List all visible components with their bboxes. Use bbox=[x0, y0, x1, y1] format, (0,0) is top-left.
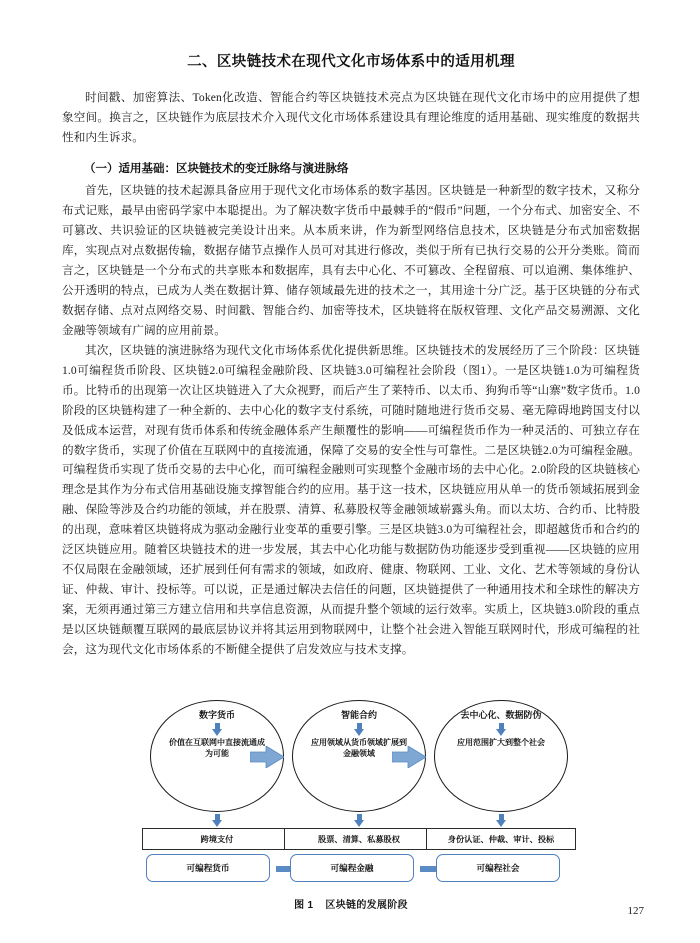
figure-caption-text: 区块链的发展阶段 bbox=[325, 900, 408, 911]
stage-3-detail: 应用范围扩大到整个社会 bbox=[457, 738, 545, 748]
down-arrow-icon bbox=[354, 814, 365, 827]
down-arrow-icon bbox=[354, 723, 365, 736]
page-number: 127 bbox=[627, 905, 644, 917]
down-arrow-icon bbox=[212, 723, 223, 736]
intro-paragraph: 时间戳、加密算法、Token化改造、智能合约等区块链技术亮点为区块链在现代文化市场中的应用提供了想象空间。换言之，区块链作为底层技术介入现代文化市场体系建设具有理论维度的适用基础、现实维度的数据共性和内生诉求。 bbox=[62, 90, 640, 144]
stage-1-detail: 价值在互联网中直接流通成为可能 bbox=[169, 738, 265, 758]
stage-1-head: 数字货币 bbox=[198, 710, 235, 720]
stage-3-outcome: 身份认证、仲裁、审计、投标 bbox=[426, 828, 576, 850]
stage-1-outcome: 跨境支付 bbox=[142, 828, 292, 850]
chevron-right-icon bbox=[392, 746, 426, 768]
figure-stage-1 bbox=[142, 700, 294, 868]
chevron-right-icon bbox=[250, 746, 284, 768]
figure-stage-3 bbox=[426, 700, 578, 868]
down-arrow-icon bbox=[496, 723, 507, 736]
down-arrow-icon bbox=[496, 814, 507, 827]
page-title: 二、区块链技术在现代文化市场体系中的适用机理 bbox=[187, 54, 515, 70]
programmable-stage-1: 可编程货币 bbox=[146, 854, 270, 882]
down-arrow-icon bbox=[212, 814, 223, 827]
stage-2-head: 智能合约 bbox=[340, 710, 377, 720]
stage-3-head: 去中心化、数据防伪 bbox=[460, 710, 542, 720]
programmable-stage-2: 可编程金融 bbox=[290, 854, 414, 882]
figure-canvas bbox=[62, 700, 640, 911]
figure-caption-label: 图 1 bbox=[294, 900, 314, 911]
body-paragraph-2: 其次，区块链的演进脉络为现代文化市场体系优化提供新思维。区块链技术的发展经历了三个阶段：区块链1.0可编程货币阶段、区块链2.0可编程金融阶段、区块链3.0可编程社会阶段（图1）。一是区块链1.0为可编程货币。比特币的出现第一次让区块链进入了大众视野，而后产生了莱特币、以太币、狗狗币等“山寨”数字货币。1.0阶段的区块链构建了一种全新的、去中心化的数字支付系统，可随时随地进行货币交易、毫无障碍地跨国支付以及低成本运营，对现有货币体系和传统金融体系产生颠覆性的影响——可编程货币作为一种灵活的、可独立存在的数字货币，实现了价值在互联网中的直接流通，保障了交易的安全性与可靠性。二是区块链2.0为可编程金融。可编程货币实现了货币交易的去中心化，而可编程金融则可实现整个金融市场的去中心化。2.0阶段的区块链核心理念是其作为分布式信用基础设施支撑智能合约的应用。基于这一技术，区块链应用从单一的货币领域拓展到金融、保险等涉及合约功能的领域，并在股票、清算、私募股权等金融领域崭露头角。而以太坊、合约币、比特股的出现，意味着区块链将成为驱动金融行业变革的重要引擎。三是区块链3.0为可编程社会，即超越货币和合约的泛区块链应用。随着区块链技术的进一步发展，其去中心化功能与数据防伪功能逐步受到重视——区块链的应用不仅局限在金融领域，还扩展到任何有需求的领域，如政府、健康、物联网、工业、文化、艺术等领域的身份认证、仲裁、审计、投标等。可以说，正是通过解决去信任的问题，区块链提供了一种通用技术和全球性的解决方案，无须再通过第三方建立信用和共享信息资源，从而提升整个领域的运行效率。实质上，区块链3.0阶段的重点是以区块链颠覆互联网的最底层协议并将其运用到物联网中，让整个社会进入智能互联网时代，形成可编程的社会，这为现代文化市场体系的不断健全提供了启发效应与技术支撑。 bbox=[62, 343, 640, 656]
stage-2-outcome: 股票、清算、私募股权 bbox=[284, 828, 434, 850]
figure-1 bbox=[62, 700, 640, 911]
subsection-heading: （一）适用基础：区块链技术的变迁脉络与演进脉络 bbox=[84, 162, 349, 175]
stage-2-detail: 应用领域从货币领域扩展到金融领域 bbox=[311, 738, 407, 758]
body-paragraph-1: 首先，区块链的技术起源具备应用于现代文化市场体系的数字基因。区块链是一种新型的数字技术，又称分布式记账，最早由密码学家中本聪提出。为了解决数字货币中最棘手的“假币”问题，一个分布式、加密安全、不可篡改、共识验证的区块链被完美设计出来。从本质来讲，作为新型网络信息技术，区块链是分布式加密数据库，实现点对点数据传输，数据存储节点操作人员可对其进行修改，类似于所有已执行交易的公开分类账。简而言之，区块链是一个分布式的共享账本和数据库，具有去中心化、不可篡改、全程留痕、可以追溯、集体维护、公开透明的特点，已成为人类在数据计算、储存领域最先进的技术之一，其用途十分广泛。基于区块链的分布式数据存储、点对点网络交易、时间戳、智能合约、加密等技术，区块链将在版权管理、文化产品交易溯源、文化金融等领域有广阔的应用前景。 bbox=[62, 184, 640, 337]
document-content bbox=[62, 52, 640, 660]
figure-stage-2 bbox=[284, 700, 436, 868]
figure-bottom-row bbox=[62, 854, 640, 886]
stage-3-ellipse bbox=[434, 700, 568, 812]
figure-caption bbox=[62, 896, 640, 911]
programmable-stage-3: 可编程社会 bbox=[436, 854, 560, 882]
